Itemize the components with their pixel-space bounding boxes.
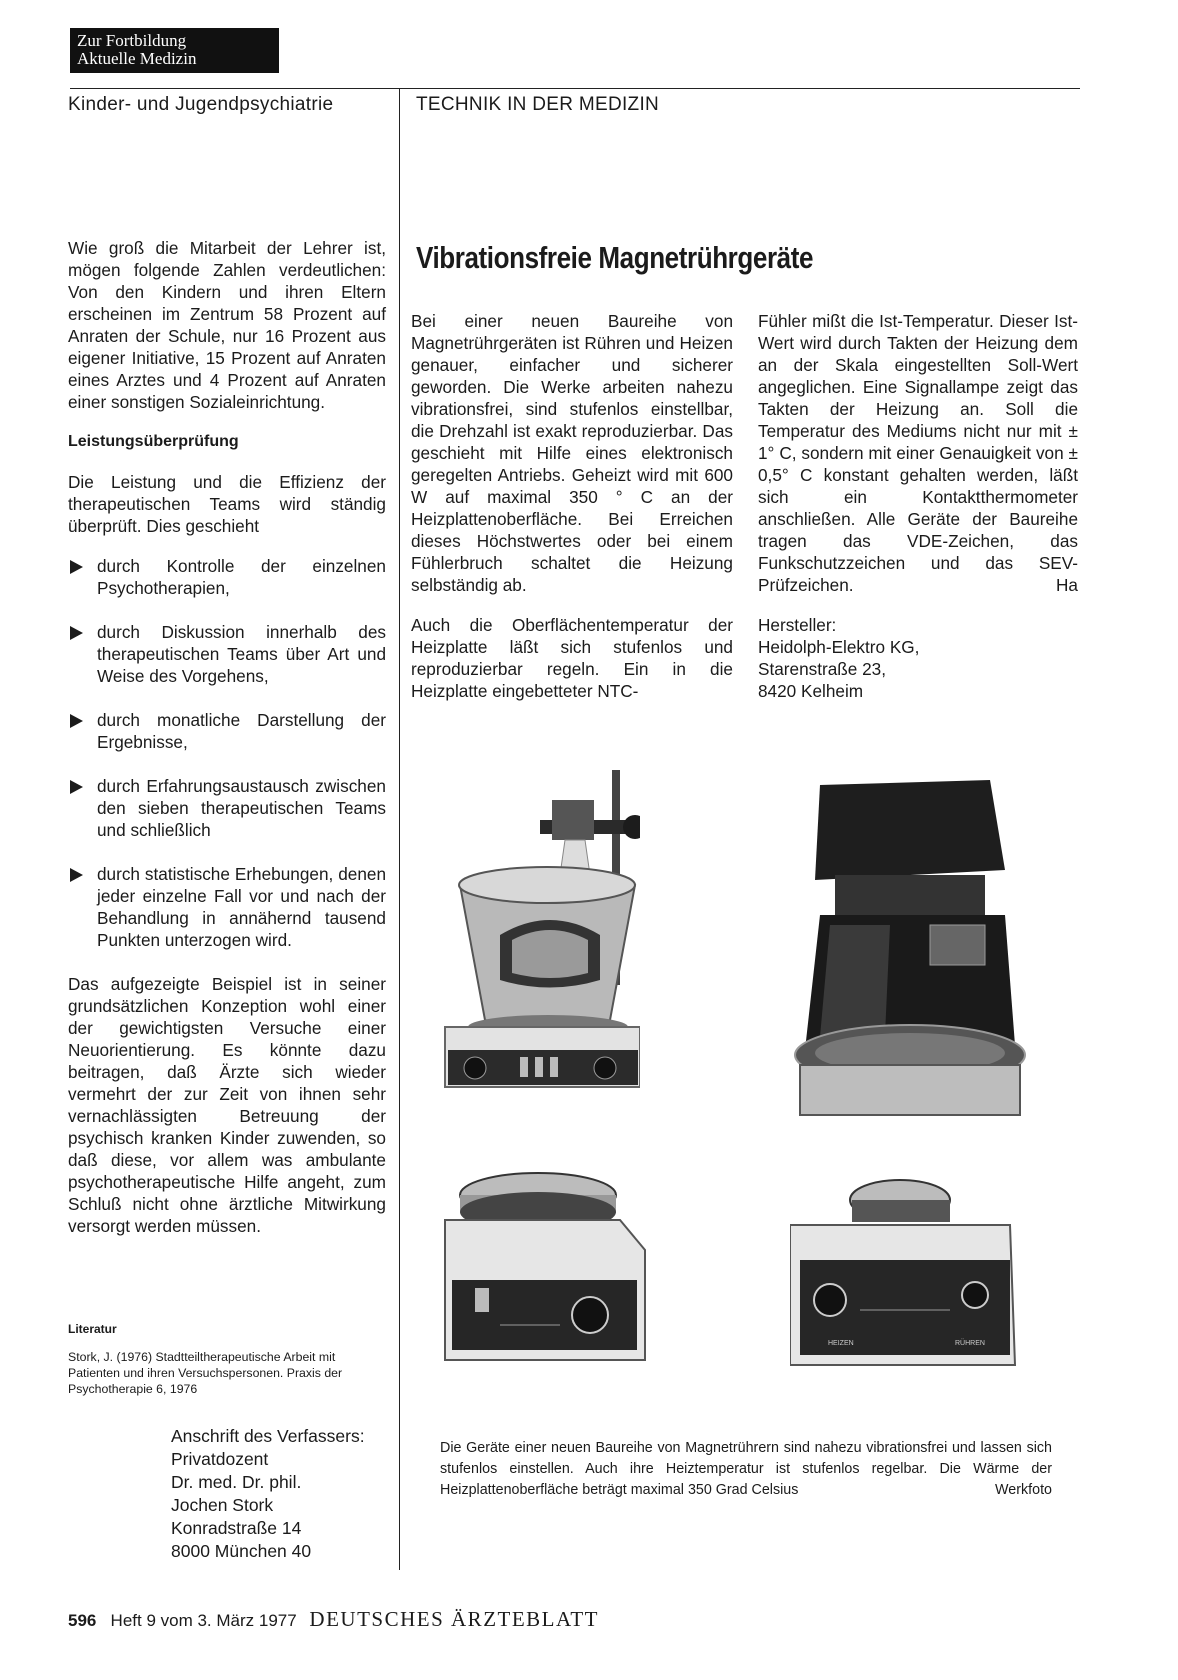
intro-paragraph: Wie groß die Mitarbeit der Lehrer ist, mögen folgende Zahlen verdeutlichen: Von den Kindern und ihren Eltern erscheinen im Zentrum 58 Prozent auf Anraten der Schule, nur 16 Prozent aus eigener Initiative, 15 Prozent auf Anraten eines Arztes und 4 Prozent auf Anraten einer sonstigen Sozialeinrichtung. [68, 238, 386, 412]
list-item [68, 775, 386, 841]
bullet-text: durch Kontrolle der einzelnen Psychotherapien, [97, 556, 386, 598]
left-column [68, 237, 386, 1255]
header-rule [70, 88, 1080, 89]
bullet-text: durch monatliche Darstellung der Ergebnisse, [97, 710, 386, 752]
address-line: Privatdozent [171, 1449, 269, 1469]
triangle-bullet-icon [70, 560, 83, 574]
list-item [68, 555, 386, 599]
caption-text: Die Geräte einer neuen Baureihe von Magnetrührern sind nahezu vibrationsfrei und lassen sich stufenlos einstellen. Auch ihre Heiztemperatur ist stufenlos regelbar. Die Wärme der Heizplattenoberfläche beträgt maximal 350 Grad Celsius [440, 1440, 1052, 1498]
author-address [171, 1425, 365, 1563]
stirrer-control-panel-photo [790, 1160, 1022, 1370]
conclusion-paragraph: Das aufgezeigte Beispiel ist in seiner grundsätzlichen Konzeption wohl einer der gewichtigsten Versuche einer Neuorientierung. Es könnte dazu beitragen, daß Ärzte sich wieder vermehrt der zur Zeit von ihnen sehr vernachlässigten Betreuung der psychisch kranken Kinder zuwenden, so daß diese, vor allem was ambulante psychotherapeutische Hilfe angeht, zum Schluß nicht ohne ärztliche Mitwirkung versorgt werden müssen. [68, 974, 386, 1236]
lead-paragraph: Die Leistung und die Effizienz der therapeutischen Teams wird ständig überprüft. Dies geschieht [68, 472, 386, 536]
bullet-text: durch statistische Erhebungen, denen jeder einzelne Fall vor und nach der Behandlung in annähernd tausend Punkten unterzogen wird. [97, 864, 386, 950]
badge-line-1: Zur Fortbildung [77, 31, 187, 50]
stir-label: RÜHREN [955, 1340, 985, 1347]
article-column-2 [758, 310, 1078, 702]
issue-info: Heft 9 vom 3. März 1977 [110, 1611, 297, 1630]
address-line: Dr. med. Dr. phil. [171, 1472, 302, 1492]
triangle-bullet-icon [70, 626, 83, 640]
list-item [68, 863, 386, 951]
manufacturer-line: Hersteller: [758, 615, 837, 635]
manufacturer-line: Heidolph-Elektro KG, [758, 637, 920, 657]
article-paragraph: Auch die Oberflächentemperatur der Heizplatte läßt sich stufenlos und reproduzierbar regeln. Ein in die Heizplatte eingebetteter NTC- [411, 615, 733, 701]
author-initials: Ha [1056, 575, 1078, 595]
bullet-text: durch Diskussion innerhalb des therapeutischen Teams über Art und Weise des Vorgehens, [97, 622, 386, 686]
address-line: 8000 München 40 [171, 1541, 312, 1561]
page-footer [68, 1607, 599, 1632]
address-line: Konradstraße 14 [171, 1518, 302, 1538]
badge-line-2: Aktuelle Medizin [77, 49, 197, 68]
list-item [68, 709, 386, 753]
literature-reference: Stork, J. (1976) Stadtteiltherapeutische Arbeit mit Patienten und ihren Versuchspersonen. Praxis der Psychotherapie 6, 1976 [68, 1350, 343, 1396]
bullet-text: durch Erfahrungsaustausch zwischen den sieben therapeutischen Teams und schließlich [97, 776, 386, 840]
manufacturer-line: Starenstraße 23, [758, 659, 887, 679]
literature-heading: Literatur [68, 1322, 117, 1336]
address-line: Anschrift des Verfassers: [171, 1426, 365, 1446]
right-section-label: TECHNIK IN DER MEDIZIN [416, 94, 660, 115]
triangle-bullet-icon [70, 868, 83, 882]
article-paragraph: Bei einer neuen Baureihe von Magnetrührgeräten ist Rühren und Heizen genauer, einfacher und sicherer geworden. Die Werke arbeiten nahezu vibrationsfrei, sind stufenlos einstellbar, die Drehzahl ist exakt reproduzierbar. Das geschieht mit Hilfe eines elektronisch geregelten Antriebs. Geheizt wird mit 600 W auf maximal 350 ° C an der Heizplattenoberfläche. Bei Erreichen dieses Höchstwertes oder bei einem Fühlerbruch schaltet die Heizung selbständig ab. [411, 311, 733, 595]
list-item [68, 621, 386, 687]
subheading: Leistungsüberprüfung [68, 433, 239, 450]
article-title: Vibrationsfreie Magnetrührgeräte [416, 240, 814, 275]
article-paragraph: Fühler mißt die Ist-Temperatur. Dieser Ist-Wert wird durch Takten der Heizung dem an der Skala eingestellten Soll-Wert angeglichen. Eine Signallampe zeigt das Takten der Heizung an. Soll die Temperatur des Mediums nicht nur mit ± 1° C, sondern mit einer Genauigkeit von ± 0,5° C konstant gehalten werden, läßt sich ein Kontaktthermometer anschließen. Alle Geräte der Baureihe tragen das VDE-Zeichen, das Funkschutzzeichen und das SEV-Prüfzeichen. [758, 311, 1078, 595]
left-section-label: Kinder- und Jugendpsychiatrie [68, 94, 334, 115]
manufacturer-block [758, 614, 1078, 702]
article-column-1 [411, 310, 733, 720]
manufacturer-line: 8420 Kelheim [758, 681, 864, 701]
column-divider [399, 88, 400, 1570]
section-badge [70, 28, 279, 73]
magazine-name: DEUTSCHES ÄRZTEBLATT [309, 1607, 599, 1631]
triangle-bullet-icon [70, 714, 83, 728]
bullet-list [68, 555, 386, 951]
stirrer-with-beaker-photo [440, 765, 640, 1095]
page-number: 596 [68, 1611, 97, 1630]
photo-credit: Werkfoto [995, 1482, 1052, 1498]
hotplate-stirrer-photo [440, 1150, 648, 1365]
heat-label: HEIZEN [828, 1340, 854, 1347]
triangle-bullet-icon [70, 780, 83, 794]
address-line: Jochen Stork [171, 1495, 274, 1515]
figure-caption [440, 1438, 1052, 1501]
stirrer-with-motor-head-photo [790, 775, 1030, 1120]
